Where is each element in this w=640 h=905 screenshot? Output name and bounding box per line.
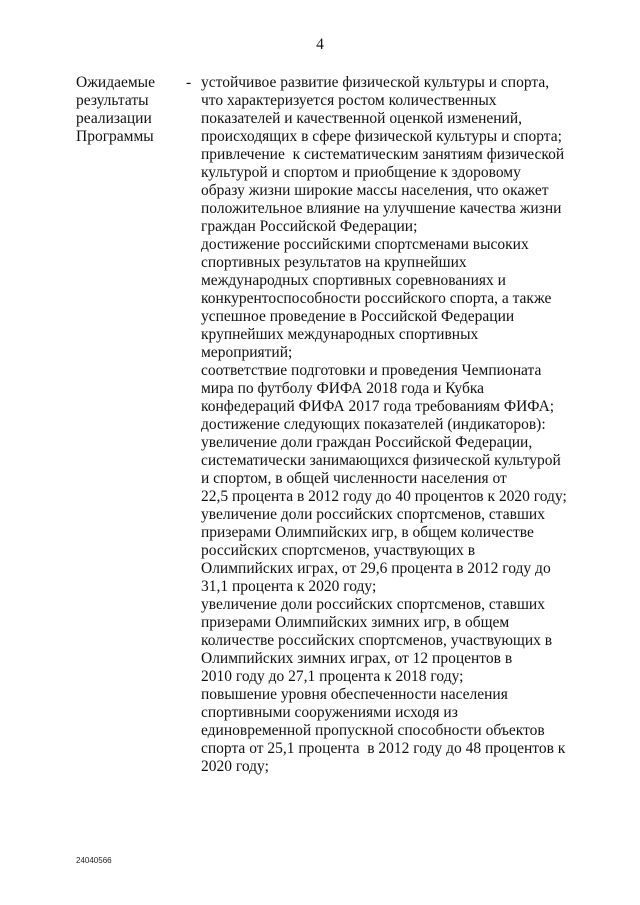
text-line: единовременной пропускной способности объектов	[201, 722, 545, 739]
text-line: призерами Олимпийских зимних игр, в общем	[201, 614, 510, 631]
text-line: крупнейших международных спортивных	[201, 326, 479, 343]
document-code: 24040566	[76, 856, 112, 865]
text-line: повышение уровня обеспеченности населения	[201, 686, 508, 703]
text-line: происходящих в сфере физической культуры и спорта;	[201, 128, 562, 145]
text-line: что характеризуется ростом количественных	[201, 92, 497, 109]
text-line: успешное проведение в Российской Федерации	[201, 308, 515, 325]
text-line: культурой и спортом и приобщение к здоровому	[201, 164, 521, 181]
text-line: конкурентоспособности российского спорта, а также	[201, 290, 552, 307]
text-line: международных спортивных соревнованиях и	[201, 272, 506, 289]
text-line: количестве российских спортсменов, участвующих в	[201, 632, 553, 649]
text-line: 2020 году;	[201, 758, 269, 775]
text-line: привлечение к систематическим занятиям физической	[201, 146, 565, 163]
text-line: 22,5 процента в 2012 году до 40 процентов к 2020 году;	[201, 488, 567, 505]
list-dash: -	[186, 74, 192, 91]
section-label-line: реализации	[76, 110, 152, 127]
text-line: Олимпийских зимних играх, от 12 процентов в	[201, 650, 513, 667]
section-label-line: Программы	[76, 128, 154, 145]
text-line: достижение следующих показателей (индикаторов):	[201, 416, 546, 433]
text-line: Олимпийских играх, от 29,6 процента в 2012 году до	[201, 560, 551, 577]
text-line: увеличение доли российских спортсменов, ставших	[201, 596, 545, 613]
text-line: мероприятий;	[201, 344, 293, 361]
section-label-line: результаты	[76, 92, 149, 109]
text-line: 2010 году до 27,1 процента к 2018 году;	[201, 668, 464, 685]
text-line: спортивными сооружениями исходя из	[201, 704, 458, 721]
text-line: показателей и качественной оценкой изменений,	[201, 110, 523, 127]
expected-results-text	[201, 74, 571, 776]
section-label-line: Ожидаемые	[76, 74, 155, 91]
text-line: образу жизни широкие массы населения, что окажет	[201, 182, 549, 199]
text-line: соответствие подготовки и проведения Чемпионата	[201, 362, 542, 379]
text-line: призерами Олимпийских игр, в общем количестве	[201, 524, 534, 541]
text-line: спорта от 25,1 процента в 2012 году до 48 процентов к	[201, 740, 566, 757]
text-line: граждан Российской Федерации;	[201, 218, 418, 235]
text-line: достижение российскими спортсменами высоких	[201, 236, 529, 253]
text-line: 31,1 процента к 2020 году;	[201, 578, 377, 595]
text-line: положительное влияние на улучшение качества жизни	[201, 200, 562, 217]
text-line: увеличение доли граждан Российской Федерации,	[201, 434, 533, 451]
section-label	[76, 74, 186, 146]
text-line: российских спортсменов, участвующих в	[201, 542, 476, 559]
text-line: увеличение доли российских спортсменов, ставших	[201, 506, 545, 523]
text-line: спортивных результатов на крупнейших	[201, 254, 467, 271]
text-line: устойчивое развитие физической культуры и спорта,	[201, 74, 550, 91]
page-number: 4	[316, 36, 324, 53]
text-line: конфедераций ФИФА 2017 года требованиям ФИФА;	[201, 398, 555, 415]
text-line: систематически занимающихся физической культурой	[201, 452, 561, 469]
text-line: мира по футболу ФИФА 2018 года и Кубка	[201, 380, 485, 397]
text-line: и спортом, в общей численности населения от	[201, 470, 507, 487]
